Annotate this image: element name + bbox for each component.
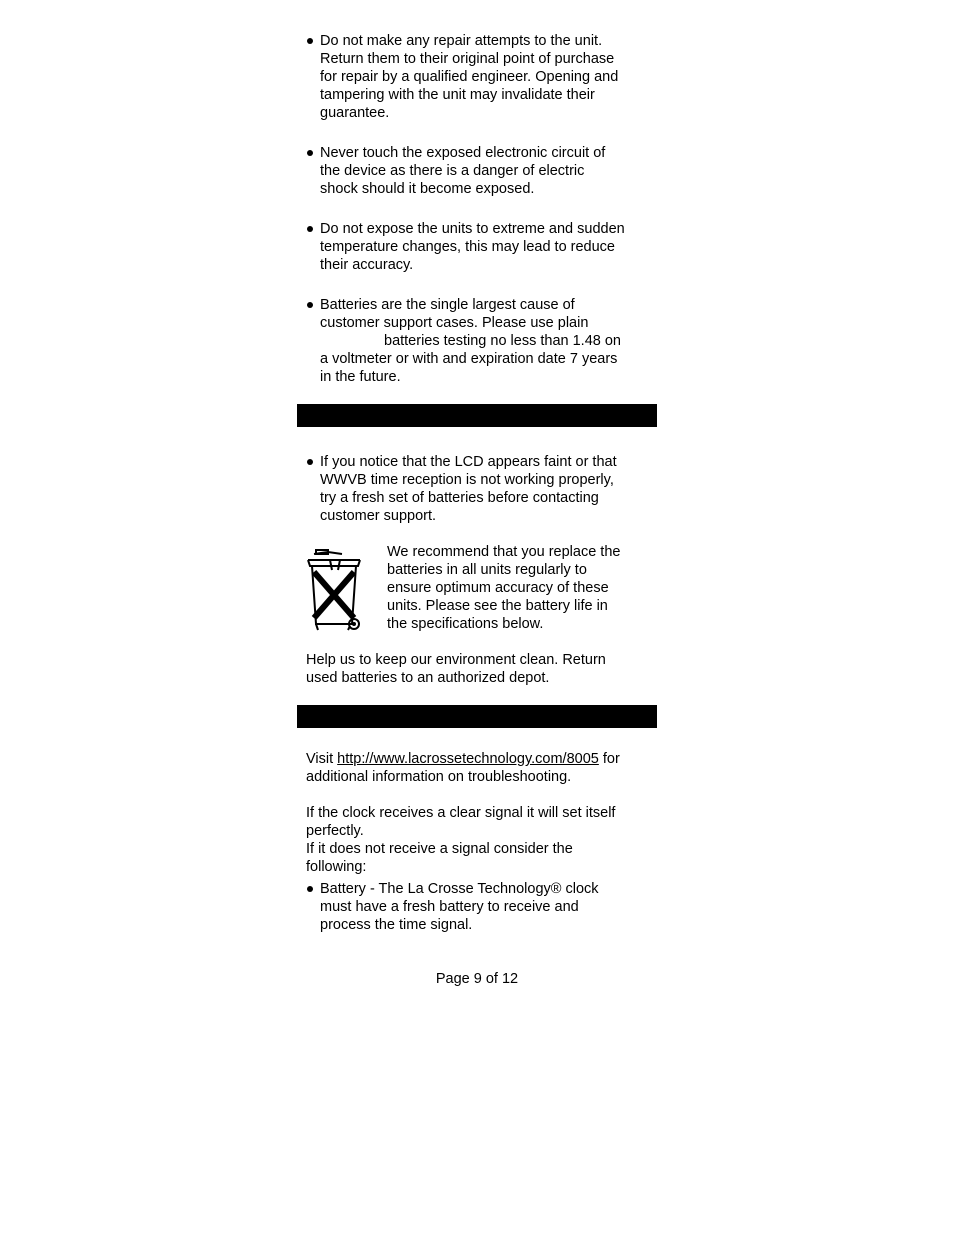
text-line: Help us to keep our environment clean. Return [306, 652, 606, 668]
text-line: If you notice that the LCD appears faint or that [320, 454, 617, 470]
text-line: for repair by a qualified engineer. Opening and [320, 69, 619, 85]
crossed-out-bin-icon [306, 548, 364, 632]
visit-website-paragraph [306, 750, 656, 786]
section-header-bar [297, 404, 657, 427]
text-line [306, 750, 656, 768]
text-line: ensure optimum accuracy of these [387, 580, 609, 596]
text-line: Batteries are the single largest cause of [320, 297, 575, 313]
text-line: used batteries to an authorized depot. [306, 670, 550, 686]
text-line: Battery - The La Crosse Technology® clock [320, 881, 599, 897]
text-line: customer support cases. Please use plain [320, 315, 589, 331]
bullet-temperature [306, 220, 656, 274]
signal-paragraph [306, 804, 656, 876]
text-line: following: [306, 859, 367, 875]
text-line: Never touch the exposed electronic circuit of [320, 145, 606, 161]
text-line: additional information on troubleshooting. [306, 769, 572, 785]
text-line: perfectly. [306, 823, 364, 839]
bullet-circuit [306, 144, 656, 198]
text-line: Do not expose the units to extreme and sudden [320, 221, 625, 237]
text-line: If the clock receives a clear signal it will set itself [306, 805, 616, 821]
text-line: guarantee. [320, 105, 390, 121]
text-line: temperature changes, this may lead to reduce [320, 239, 615, 255]
text-line: a voltmeter or with and expiration date 7 years [320, 351, 618, 367]
visit-suffix: for [598, 751, 620, 767]
text-line: batteries testing no less than 1.48 on [384, 333, 621, 349]
text-line: tampering with the unit may invalidate their [320, 87, 595, 103]
text-line: in the future. [320, 369, 401, 385]
bullet-batteries [306, 296, 656, 386]
text-line: the device as there is a danger of electric [320, 163, 585, 179]
text-line: process the time signal. [320, 917, 473, 933]
bullet-repair [306, 32, 656, 122]
text-line: must have a fresh battery to receive and [320, 899, 579, 915]
text-line: batteries in all units regularly to [387, 562, 587, 578]
text-line: If it does not receive a signal consider the [306, 841, 573, 857]
text-line: units. Please see the battery life in [387, 598, 608, 614]
text-line: the specifications below. [387, 616, 544, 632]
visit-prefix: Visit [306, 751, 338, 767]
text-line: Return them to their original point of purchase [320, 51, 615, 67]
text-line: their accuracy. [320, 257, 414, 273]
bullet-battery-signal [306, 880, 656, 934]
text-line: Do not make any repair attempts to the unit. [320, 33, 603, 49]
text-line: WWVB time reception is not working properly, [320, 472, 614, 488]
troubleshooting-link[interactable]: http://www.lacrossetechnology.com/8005 [337, 751, 599, 767]
text-line: try a fresh set of batteries before contacting [320, 490, 599, 506]
page-number: Page 9 of 12 [435, 971, 519, 987]
text-line: customer support. [320, 508, 437, 524]
battery-recommendation [387, 543, 657, 633]
text-line: We recommend that you replace the [387, 544, 621, 560]
section-header-bar [297, 705, 657, 728]
bullet-lcd-faint [306, 453, 656, 525]
text-line: shock should it become exposed. [320, 181, 535, 197]
environment-note [306, 651, 656, 687]
